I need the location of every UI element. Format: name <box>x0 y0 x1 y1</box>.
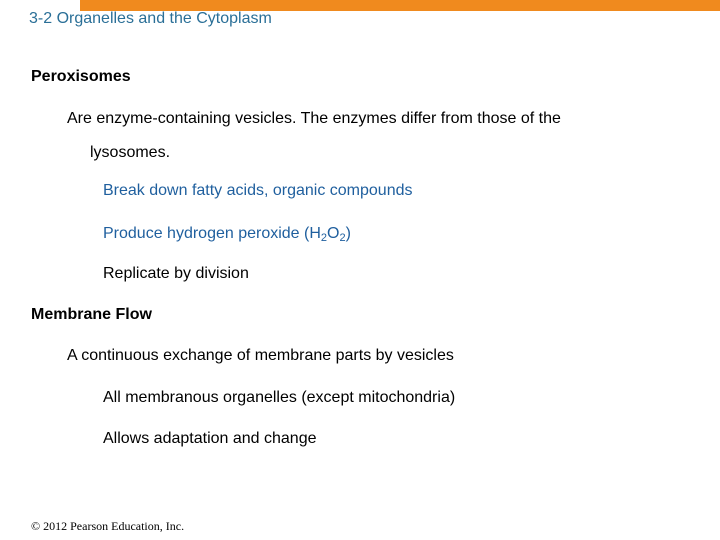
section-heading-membrane-flow: Membrane Flow <box>31 306 152 323</box>
formula-mid: O <box>327 225 340 242</box>
slide-title: 3-2 Organelles and the Cytoplasm <box>29 10 272 27</box>
formula-prefix: Produce hydrogen peroxide (H <box>103 225 321 242</box>
membrane-flow-description: A continuous exchange of membrane parts by vesicles <box>67 347 454 364</box>
formula-suffix: ) <box>345 225 351 242</box>
bullet-break-down-fatty-acids: Break down fatty acids, organic compounds <box>103 182 413 199</box>
formula-subscript-1: 2 <box>320 232 328 244</box>
peroxisomes-description-line1: Are enzyme-containing vesicles. The enzymes differ from those of the <box>67 110 561 127</box>
bullet-all-membranous-organelles: All membranous organelles (except mitochondria) <box>103 389 456 406</box>
bullet-allows-adaptation: Allows adaptation and change <box>103 430 317 447</box>
copyright-footer: © 2012 Pearson Education, Inc. <box>31 519 185 533</box>
bullet-produce-hydrogen-peroxide <box>103 225 351 243</box>
peroxisomes-description-line2: lysosomes. <box>90 144 171 161</box>
formula-subscript-2: 2 <box>339 232 346 244</box>
bullet-replicate-by-division: Replicate by division <box>103 265 249 282</box>
section-heading-peroxisomes: Peroxisomes <box>31 68 131 85</box>
